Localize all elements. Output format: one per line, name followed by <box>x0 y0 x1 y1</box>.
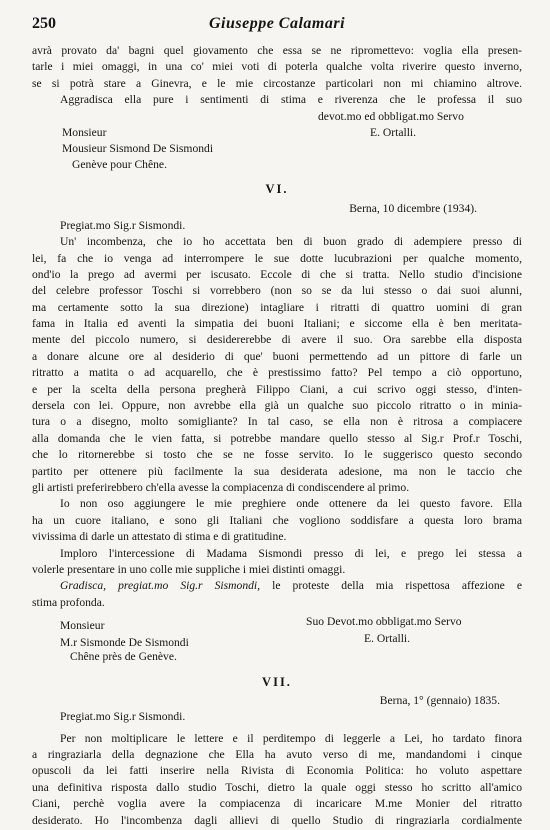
address-line: Monsieur <box>62 125 107 139</box>
text-line: lei, fa che io venga ad interrompere le sue dotte lucubrazioni per qualche momento, <box>32 251 522 265</box>
text-line: alla domanda che le vien fatta, si potrebbe mandare quello stesso al Sig.r Prof.r Toschi, <box>32 431 522 445</box>
salutation: Pregiat.mo Sig.r Sismondi. <box>60 218 186 232</box>
paragraph-7 <box>32 731 522 829</box>
address-line: M.r Sismonde De Sismondi <box>60 635 189 649</box>
letter-date: Berna, 10 dicembre (1934). <box>349 202 477 216</box>
text-line: del celebre professor Toschi si vorrebbero (non so se da lui stesso o dai suoi alunni, <box>32 284 522 298</box>
text-line: Per non moltiplicare le lettere e il perditempo di leggerle a Lei, ho tardato finora <box>60 731 522 745</box>
salutation: Pregiat.mo Sig.r Sismondi. <box>60 710 186 724</box>
signature-closing: devot.mo ed obbligat.mo Servo <box>318 109 464 123</box>
page-header <box>30 14 524 36</box>
signature-1 <box>32 109 522 125</box>
text-line: ond'io la prego ad avermi per iscusato. Eccole di che si tratta. Nello studio d'incisione <box>32 267 522 281</box>
text-line: tarle i miei omaggi, in una co' miei voti di poterla qualche volta riverire questo inverno, <box>32 60 522 74</box>
text-line: se si potrà stare a Ginevra, e le mie circostanze particolari non mi chiamino altrove. <box>32 76 522 90</box>
signature-closing: Suo Devot.mo obbligat.mo Servo <box>306 615 462 629</box>
address-line: Genève pour Chêne. <box>72 158 167 172</box>
letter-heading: VI. <box>265 182 289 197</box>
page-body <box>32 43 522 829</box>
text-line: partito per ottenere più facilmente la sua desiderata adesione, ma non le taccio che <box>32 464 522 478</box>
closing-rest: le proteste della mia rispettosa affezione e <box>260 579 522 593</box>
text-line <box>32 578 522 594</box>
page-number: 250 <box>32 15 56 32</box>
text-line: Imploro l'intercessione di Madama Sismondi presso di lei, e prego lei stessa a <box>60 546 522 560</box>
text-line: a ringraziarla della degnazione che Ella ha avuto verso di me, mandandomi i cinque <box>32 748 522 762</box>
text-line: vivissima di darle un attestato di stima e di gratitudine. <box>32 530 287 544</box>
text-line: fama in Italia ed aventi la simpatia dei buoni Italiani; e siccome ella è ben meritata- <box>32 317 522 331</box>
text-line: ritratto a matita o ad acquarello, che è prestissimo fatto? Pel tempo a ciò opportuno, <box>32 366 522 380</box>
letter-heading: VII. <box>262 674 292 689</box>
text-line: ha un cuore italiano, e sono gli Italiani che vogliono soddisfare a questa loro brama <box>32 513 522 527</box>
address-line: Mousieur Sismond De Sismondi <box>62 142 214 156</box>
text-line: desiderato. Ho l'incombenza dagli allievi di quello Studio di ringraziarla cordialmente <box>32 813 522 827</box>
text-line: Io non oso aggiungere le mie preghiere onde ottenere da lei questo favore. Ella <box>60 497 522 511</box>
text-line: Un' incombenza, che io ho accettata ben di buon grado di adempiere presso di <box>60 235 522 249</box>
paragraph-4 <box>32 496 522 545</box>
paragraph-5 <box>32 546 522 579</box>
paragraph-2: Aggradisca ella pure i sentimenti di stima e riverenza che le professa il suo <box>60 93 522 107</box>
letter-date: Berna, 1° (gennaio) 1835. <box>379 693 500 707</box>
text-line: volerle presentare in uno colle mie suppliche i miei distinti omaggi. <box>32 562 346 576</box>
address-line: Monsieur <box>60 619 105 633</box>
address-block-2-row <box>32 631 522 647</box>
address-block-1-row <box>32 125 522 141</box>
closing-italic: Gradisca, pregiat.mo Sig.r Sismondi, <box>60 579 261 593</box>
text-line: gli artisti preferirebbero ch'ella avesse la compiacenza di condiscendere al primo. <box>32 480 410 494</box>
text-line: Ciani, perchè voglia avere la compiacenza di incaricare M.me Monier del ritratto <box>32 797 522 811</box>
spacer <box>32 665 522 675</box>
text-line: avrà provato da' bagni quel giovamento che essa se ne ripromettevo: voglia ella presen- <box>32 44 522 57</box>
text-line: opuscoli da lei fatti inserire nella Rivista di Economia Politica: ho voluto aspettare <box>32 764 522 778</box>
text-line: e per la scelta della persona pregherà Filippo Ciani, a cui scrivo oggi stesso, d'inten- <box>32 382 522 396</box>
paragraph-3 <box>32 234 522 496</box>
signature-name: E. Ortalli. <box>370 125 417 139</box>
running-title: Giuseppe Calamari <box>208 15 346 32</box>
text-line: che lo ritornerebbe si tosto che se ne fosse servito. Io le suggerisco questo secondo <box>32 448 522 462</box>
text-line: a donare alcune ore al desiderio di que' buoni permettendo ad un pittore di farle un <box>32 349 522 363</box>
text-line: ma certamente sotto la sua direzione) intagliare i ritratti di quattro uomini di gran <box>32 300 522 314</box>
paragraph-6 <box>32 578 522 611</box>
signature-name: E. Ortalli. <box>364 631 411 645</box>
paragraph-1 <box>32 43 522 92</box>
address-line: Chêne près de Genève. <box>70 649 177 663</box>
text-line: stima profonda. <box>32 595 105 609</box>
address-block-2-row <box>32 614 522 633</box>
spacer <box>32 173 522 182</box>
text-line: tura o a disegno, molto somigliante? In tal caso, se ella non è ritrosa a compiacere <box>32 415 522 429</box>
text-line: dersela con lei. Oppure, non avrebbe ella già un qualche suo piccolo ritratto o in minia- <box>32 399 522 413</box>
text-line: una definitiva risposta dallo studio Toschi, dietro la quale oggi stesso ho scritto all'amico <box>32 780 522 794</box>
text-line: mente del piccolo numero, si desidererebbe di avere il suo. Ora sarebbe ella disposta <box>32 333 522 347</box>
